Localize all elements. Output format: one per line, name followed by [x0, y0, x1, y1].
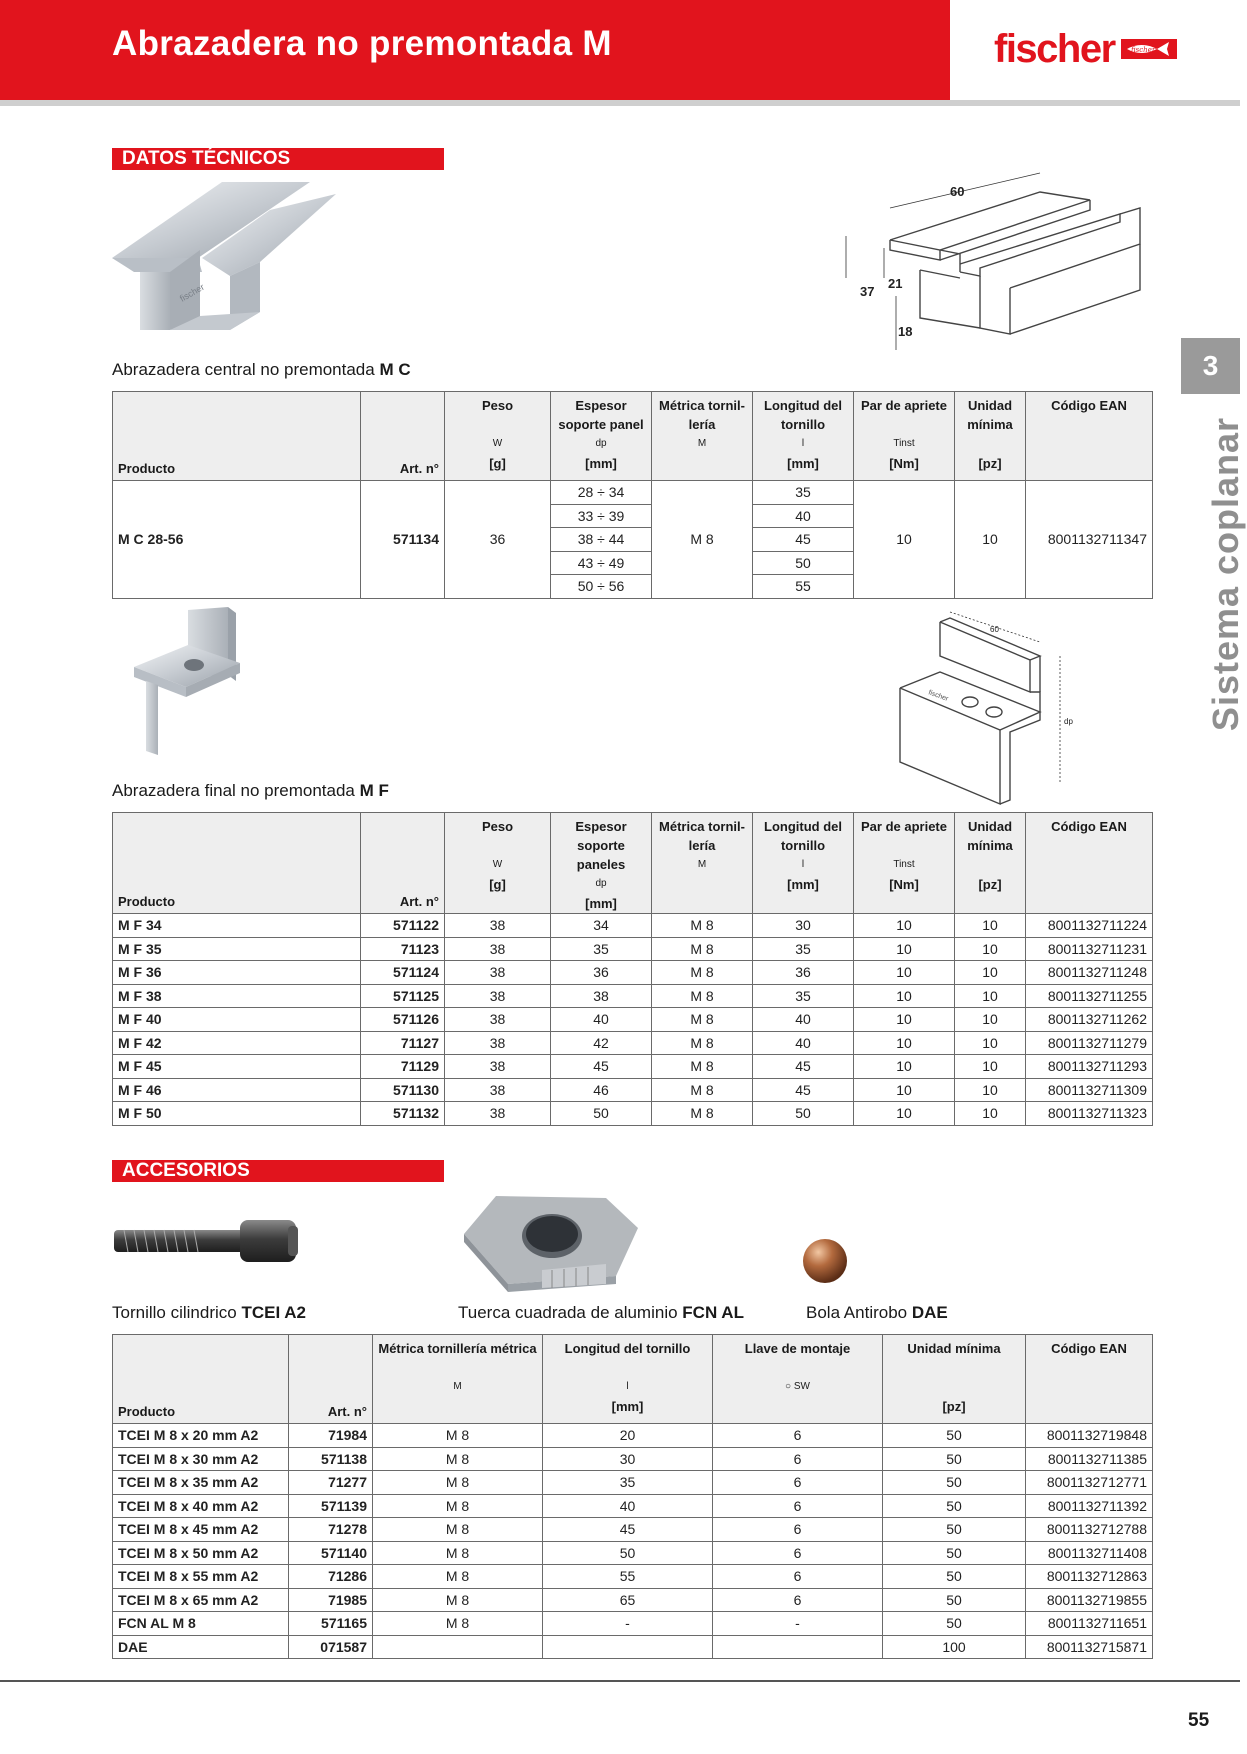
table-cell: 30 [543, 1447, 713, 1471]
mf-col-longitud: Longitud del tornillo l [mm] [753, 813, 854, 914]
table-cell: 8001132711248 [1026, 961, 1153, 985]
table-cell: 571139 [289, 1494, 373, 1518]
mf-clamp-photo [128, 605, 278, 765]
logo-fish-text: fischer [1130, 46, 1155, 54]
table-cell: 8001132715871 [1026, 1635, 1153, 1659]
table-cell: 8001132711651 [1026, 1612, 1153, 1636]
fcn-nut-photo [456, 1184, 646, 1294]
table-cell: 6 [713, 1471, 883, 1495]
table-cell: 38 [445, 1102, 551, 1126]
table-cell: 10 [955, 1102, 1026, 1126]
mf-col-par: Par de apriete Tinst [Nm] [854, 813, 955, 914]
mc-col-longitud: Longitud del tornillo l [mm] [753, 392, 854, 481]
mc-caption [112, 360, 411, 380]
svg-text:fischer: fischer [178, 281, 206, 304]
table-cell: TCEI M 8 x 35 mm A2 [113, 1471, 289, 1495]
table-cell: 8001132719855 [1026, 1588, 1153, 1612]
table-cell: 10 [955, 914, 1026, 938]
table-cell: M F 35 [113, 937, 361, 961]
table-row [113, 1565, 1153, 1589]
table-cell: 10 [854, 914, 955, 938]
mc-col-metrica: Métrica tornil-lería M [652, 392, 753, 481]
table-row [113, 1518, 1153, 1542]
acc-col-longitud: Longitud del tornillo l [mm] [543, 1335, 713, 1424]
table-cell: 40 [753, 1031, 854, 1055]
table-cell: M F 46 [113, 1078, 361, 1102]
table-row [113, 937, 1153, 961]
mc-col-ean: Código EAN [1026, 392, 1153, 481]
dim-width: 60 [950, 184, 965, 199]
table-cell: 38 [445, 961, 551, 985]
table-cell: 8001132712863 [1026, 1565, 1153, 1589]
table-cell: M F 42 [113, 1031, 361, 1055]
table-cell: 10 [854, 961, 955, 985]
table-cell: 8001132711231 [1026, 937, 1153, 961]
table-cell: 10 [854, 1031, 955, 1055]
table-cell: M 8 [652, 1102, 753, 1126]
table-cell: 30 [753, 914, 854, 938]
acc-col-producto: Producto [113, 1335, 289, 1424]
table-cell: 100 [883, 1635, 1026, 1659]
mc-col-unidad: Unidad mínima [pz] [955, 392, 1026, 481]
table-cell: 40 [551, 1008, 652, 1032]
table-cell: 50 [753, 551, 854, 575]
page-number: 55 [1188, 1710, 1210, 1731]
table-cell: 6 [713, 1588, 883, 1612]
mf-col-art: Art. n° [361, 813, 445, 914]
table-cell: 45 [543, 1518, 713, 1542]
table-cell: 38 [551, 984, 652, 1008]
table-cell: 10 [955, 1008, 1026, 1032]
table-cell: 38 [445, 1008, 551, 1032]
table-cell: 36 [445, 481, 551, 599]
table-row [113, 1078, 1153, 1102]
table-cell: M 8 [652, 1031, 753, 1055]
table-row [113, 1588, 1153, 1612]
table-cell: 6 [713, 1541, 883, 1565]
page-title: Abrazadera no premontada M [112, 24, 612, 63]
table-cell: 6 [713, 1424, 883, 1448]
table-cell: 50 [883, 1541, 1026, 1565]
mf-dimension-drawing [890, 612, 1130, 812]
table-row [113, 1055, 1153, 1079]
table-cell: 50 [883, 1518, 1026, 1542]
section-head-datos-tecnicos: DATOS TÉCNICOS [112, 148, 444, 170]
table-cell: 10 [955, 1055, 1026, 1079]
table-cell: - [713, 1612, 883, 1636]
table-cell: 10 [854, 481, 955, 599]
table-row [113, 984, 1153, 1008]
acc-col-ean: Código EAN [1026, 1335, 1153, 1424]
table-cell: 38 [445, 937, 551, 961]
table-cell: M 8 [373, 1447, 543, 1471]
acc-col-llave: Llave de montaje ○ SW [713, 1335, 883, 1424]
table-cell: M 8 [373, 1541, 543, 1565]
table-cell [373, 1635, 543, 1659]
table-cell: 45 [551, 1055, 652, 1079]
table-cell: 8001132711224 [1026, 914, 1153, 938]
acc-col-art: Art. n° [289, 1335, 373, 1424]
table-cell: 10 [854, 1055, 955, 1079]
table-cell: 8001132711255 [1026, 984, 1153, 1008]
table-cell: 071587 [289, 1635, 373, 1659]
table-cell: M 8 [652, 1055, 753, 1079]
mf-col-producto: Producto [113, 813, 361, 914]
table-cell: 571165 [289, 1612, 373, 1636]
table-cell: 35 [753, 984, 854, 1008]
mc-col-espesor: Espesor soporte panel dp [mm] [551, 392, 652, 481]
mf-caption-text: Abrazadera final no premontada [112, 781, 360, 800]
table-cell: 571134 [361, 481, 445, 599]
table-row [113, 914, 1153, 938]
mf-dim-width: 60 [990, 625, 999, 634]
table-cell: TCEI M 8 x 50 mm A2 [113, 1541, 289, 1565]
mf-col-peso: Peso W [g] [445, 813, 551, 914]
acc-col-unidad: Unidad mínima [pz] [883, 1335, 1026, 1424]
table-cell: 50 [883, 1588, 1026, 1612]
table-cell: M 8 [373, 1565, 543, 1589]
table-cell: 45 [753, 1055, 854, 1079]
table-cell: 35 [551, 937, 652, 961]
table-cell: 8001132711279 [1026, 1031, 1153, 1055]
mc-col-peso: Peso W [g] [445, 392, 551, 481]
table-cell: 55 [543, 1565, 713, 1589]
table-cell: M 8 [373, 1518, 543, 1542]
mf-col-espesor: Espesor soporte paneles dp [mm] [551, 813, 652, 914]
table-cell: 71278 [289, 1518, 373, 1542]
mc-clamp-photo [110, 180, 350, 340]
chapter-number: 3 [1181, 338, 1240, 394]
mc-caption-code: M C [379, 360, 411, 379]
table-cell: 571125 [361, 984, 445, 1008]
table-cell: M F 50 [113, 1102, 361, 1126]
table-cell: 50 [543, 1541, 713, 1565]
table-cell: 71984 [289, 1424, 373, 1448]
table-cell: 8001132711309 [1026, 1078, 1153, 1102]
table-cell: 38 ÷ 44 [551, 528, 652, 552]
table-cell: 10 [955, 1078, 1026, 1102]
table-cell: M 8 [652, 1008, 753, 1032]
mc-col-producto: Producto [113, 392, 361, 481]
table-cell: 50 [883, 1424, 1026, 1448]
table-cell: 71286 [289, 1565, 373, 1589]
table-cell: 55 [753, 575, 854, 599]
mf-col-metrica: Métrica tornil-lería M [652, 813, 753, 914]
table-cell: 35 [543, 1471, 713, 1495]
table-cell: 8001132711408 [1026, 1541, 1153, 1565]
mf-drawing-brand: fischer [927, 689, 950, 703]
table-row [113, 1541, 1153, 1565]
table-cell: FCN AL M 8 [113, 1612, 289, 1636]
table-cell: 10 [955, 481, 1026, 599]
table-cell: TCEI M 8 x 40 mm A2 [113, 1494, 289, 1518]
table-cell: 50 [883, 1447, 1026, 1471]
table-cell: 50 ÷ 56 [551, 575, 652, 599]
table-cell: M 8 [373, 1471, 543, 1495]
table-cell: 33 ÷ 39 [551, 504, 652, 528]
table-cell: 50 [551, 1102, 652, 1126]
footer-divider [0, 1680, 1240, 1682]
table-cell: 38 [445, 1055, 551, 1079]
table-row [113, 1424, 1153, 1448]
table-cell: 35 [753, 937, 854, 961]
dim-height-21: 21 [888, 276, 903, 291]
table-cell: 571126 [361, 1008, 445, 1032]
table-cell: 571122 [361, 914, 445, 938]
table-cell: 571140 [289, 1541, 373, 1565]
table-cell: 10 [854, 1102, 955, 1126]
table-cell: - [543, 1612, 713, 1636]
table-row [113, 1635, 1153, 1659]
table-cell: 50 [883, 1494, 1026, 1518]
tcei-caption: Tornillo cilindrico TCEI A2 [112, 1303, 306, 1322]
table-row [113, 1612, 1153, 1636]
table-cell: 45 [753, 528, 854, 552]
table-cell: 571124 [361, 961, 445, 985]
table-cell: 571132 [361, 1102, 445, 1126]
table-cell: M F 34 [113, 914, 361, 938]
table-cell: M 8 [373, 1494, 543, 1518]
table-cell: 36 [551, 961, 652, 985]
table-cell: 43 ÷ 49 [551, 551, 652, 575]
table-cell: 8001132719848 [1026, 1424, 1153, 1448]
table-cell: 6 [713, 1494, 883, 1518]
table-cell: 42 [551, 1031, 652, 1055]
mc-caption-text: Abrazadera central no premontada [112, 360, 380, 379]
accessories-table-body [113, 1424, 1153, 1659]
table-cell: 40 [753, 504, 854, 528]
table-cell: TCEI M 8 x 45 mm A2 [113, 1518, 289, 1542]
table-cell: M F 40 [113, 1008, 361, 1032]
mc-dimension-drawing [820, 178, 1160, 373]
table-cell: 8001132711262 [1026, 1008, 1153, 1032]
table-cell: 35 [753, 481, 854, 505]
table-cell: 71985 [289, 1588, 373, 1612]
table-cell: 20 [543, 1424, 713, 1448]
table-cell: 46 [551, 1078, 652, 1102]
table-cell: 10 [854, 1008, 955, 1032]
table-cell: 40 [753, 1008, 854, 1032]
table-cell: 38 [445, 914, 551, 938]
table-cell: M 8 [652, 937, 753, 961]
table-cell: 8001132711293 [1026, 1055, 1153, 1079]
table-cell: TCEI M 8 x 30 mm A2 [113, 1447, 289, 1471]
table-cell: 6 [713, 1565, 883, 1589]
mc-spec-table [112, 391, 1153, 599]
table-cell: 10 [955, 984, 1026, 1008]
mf-dim-dp: dp [1064, 717, 1073, 726]
dae-ball-photo [800, 1236, 850, 1286]
table-cell: 8001132712771 [1026, 1471, 1153, 1495]
fischer-logo [994, 24, 1177, 74]
table-cell: 571130 [361, 1078, 445, 1102]
table-cell: 71277 [289, 1471, 373, 1495]
table-cell: M 8 [652, 481, 753, 599]
logo-wordmark: fischer [994, 26, 1115, 71]
mf-spec-table [112, 812, 1153, 1126]
table-row [113, 1447, 1153, 1471]
table-cell: M 8 [652, 984, 753, 1008]
table-cell: 50 [753, 1102, 854, 1126]
table-cell: 571138 [289, 1447, 373, 1471]
table-cell: 38 [445, 1031, 551, 1055]
table-cell: 40 [543, 1494, 713, 1518]
table-cell: TCEI M 8 x 65 mm A2 [113, 1588, 289, 1612]
table-cell: 45 [753, 1078, 854, 1102]
header-divider [0, 100, 1240, 106]
section-head-accesorios: ACCESORIOS [112, 1160, 444, 1182]
table-cell: 10 [854, 984, 955, 1008]
mf-col-unidad: Unidad mínima [pz] [955, 813, 1026, 914]
table-cell: M F 38 [113, 984, 361, 1008]
table-cell: DAE [113, 1635, 289, 1659]
table-row [113, 1471, 1153, 1495]
table-cell: 10 [955, 961, 1026, 985]
dim-height-18: 18 [898, 324, 913, 339]
table-cell: M 8 [373, 1612, 543, 1636]
table-row [113, 481, 1153, 505]
table-cell: 8001132711392 [1026, 1494, 1153, 1518]
table-cell: 8001132712788 [1026, 1518, 1153, 1542]
table-cell: M F 45 [113, 1055, 361, 1079]
table-cell: 10 [955, 1031, 1026, 1055]
table-row [113, 1008, 1153, 1032]
dim-height-37: 37 [860, 284, 875, 299]
table-cell: 10 [854, 1078, 955, 1102]
mc-col-par: Par de apriete Tinst [Nm] [854, 392, 955, 481]
table-cell: M 8 [652, 1078, 753, 1102]
mc-table-body [113, 481, 1153, 599]
fcn-caption: Tuerca cuadrada de aluminio FCN AL [458, 1303, 744, 1322]
table-cell: M 8 [373, 1588, 543, 1612]
table-cell: 28 ÷ 34 [551, 481, 652, 505]
table-cell: 50 [883, 1612, 1026, 1636]
table-cell: 6 [713, 1518, 883, 1542]
table-cell [713, 1635, 883, 1659]
table-cell: 8001132711385 [1026, 1447, 1153, 1471]
table-row [113, 1494, 1153, 1518]
table-cell: TCEI M 8 x 20 mm A2 [113, 1424, 289, 1448]
mf-table-body [113, 914, 1153, 1126]
table-row [113, 961, 1153, 985]
table-cell: 34 [551, 914, 652, 938]
table-cell: 10 [955, 937, 1026, 961]
table-cell: 38 [445, 984, 551, 1008]
tcei-screw-photo [110, 1216, 305, 1266]
table-cell: M 8 [652, 961, 753, 985]
table-cell: 8001132711323 [1026, 1102, 1153, 1126]
mf-caption-code: M F [359, 781, 389, 800]
table-cell: 8001132711347 [1026, 481, 1153, 599]
table-cell: TCEI M 8 x 55 mm A2 [113, 1565, 289, 1589]
table-cell: M F 36 [113, 961, 361, 985]
table-cell: 71127 [361, 1031, 445, 1055]
table-cell: 6 [713, 1447, 883, 1471]
table-cell: 65 [543, 1588, 713, 1612]
table-cell: M 8 [373, 1424, 543, 1448]
mf-caption [112, 781, 389, 801]
table-cell: 71129 [361, 1055, 445, 1079]
table-cell: 36 [753, 961, 854, 985]
mc-col-art: Art. n° [361, 392, 445, 481]
table-cell: M 8 [652, 914, 753, 938]
acc-col-metrica: Métrica tornillería métrica M [373, 1335, 543, 1424]
table-row [113, 1102, 1153, 1126]
table-cell [543, 1635, 713, 1659]
mf-col-ean: Código EAN [1026, 813, 1153, 914]
table-cell: 71123 [361, 937, 445, 961]
table-cell: 50 [883, 1471, 1026, 1495]
table-cell: M C 28-56 [113, 481, 361, 599]
accessories-spec-table [112, 1334, 1153, 1659]
table-cell: 50 [883, 1565, 1026, 1589]
chapter-label: Sistema coplanar [1205, 416, 1246, 732]
dae-caption: Bola Antirobo DAE [806, 1303, 948, 1322]
table-cell: 38 [445, 1078, 551, 1102]
table-row [113, 1031, 1153, 1055]
table-cell: 10 [854, 937, 955, 961]
fish-logo-icon [1121, 38, 1177, 60]
